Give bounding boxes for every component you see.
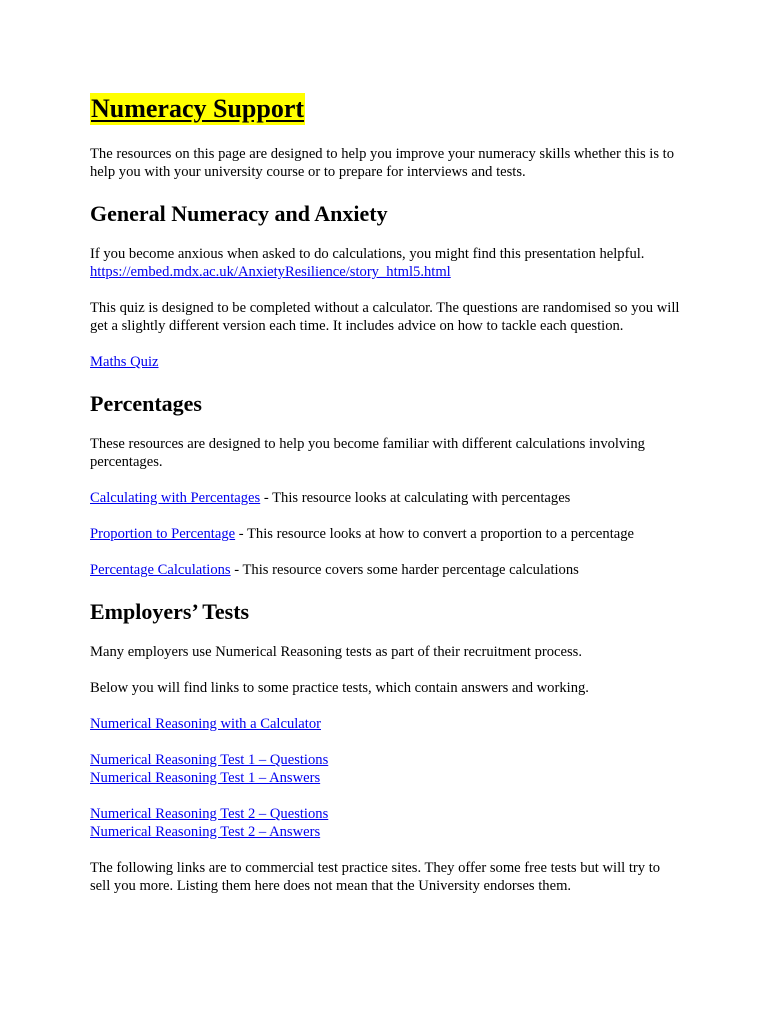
anxiety-text: If you become anxious when asked to do calculations, you might find this presentation helpful. [90, 246, 645, 262]
employers-text-1: Many employers use Numerical Reasoning tests as part of their recruitment process. [90, 644, 582, 660]
test-2-links [90, 805, 680, 841]
maths-quiz-link[interactable]: Maths Quiz [90, 354, 159, 370]
list-item [90, 525, 680, 543]
maths-quiz-paragraph [90, 353, 680, 371]
test-1-questions-link[interactable]: Numerical Reasoning Test 1 – Questions [90, 752, 329, 768]
heading-general-numeracy: General Numeracy and Anxiety [90, 201, 388, 226]
calculating-with-percentages-link[interactable]: Calculating with Percentages [90, 490, 261, 506]
list-item [90, 489, 680, 507]
numerical-reasoning-calculator-link[interactable]: Numerical Reasoning with a Calculator [90, 716, 321, 732]
employers-text-2: Below you will find links to some practice tests, which contain answers and working. [90, 680, 589, 696]
page-title: Numeracy Support [91, 94, 305, 123]
heading-employers-tests: Employers’ Tests [90, 599, 250, 624]
percentages-intro: These resources are designed to help you become familiar with different calculations involving percentages. [90, 436, 645, 470]
test-1-answers-link[interactable]: Numerical Reasoning Test 1 – Answers [90, 770, 321, 786]
quiz-paragraph: This quiz is designed to be completed without a calculator. The questions are randomised so you will get a slightly different version each time. It includes advice on how to tackle each question. [90, 300, 680, 334]
anxiety-resilience-link[interactable]: https://embed.mdx.ac.uk/AnxietyResilience/story_html5.html [90, 264, 451, 280]
calculator-link-paragraph [90, 715, 680, 733]
test-1-links [90, 751, 680, 787]
test-2-answers-link[interactable]: Numerical Reasoning Test 2 – Answers [90, 824, 321, 840]
percentage-calculations-description: - This resource covers some harder percentage calculations [230, 562, 579, 578]
list-item [90, 561, 680, 579]
heading-percentages: Percentages [90, 391, 202, 416]
proportion-to-percentage-description: - This resource looks at how to convert a proportion to a percentage [235, 526, 634, 542]
proportion-to-percentage-link[interactable]: Proportion to Percentage [90, 526, 236, 542]
percentage-calculations-link[interactable]: Percentage Calculations [90, 562, 231, 578]
anxiety-paragraph [90, 245, 680, 281]
test-2-questions-link[interactable]: Numerical Reasoning Test 2 – Questions [90, 806, 329, 822]
commercial-sites-paragraph: The following links are to commercial test practice sites. They offer some free tests but will try to sell you more. Listing them here does not mean that the University endorses them. [90, 860, 661, 894]
intro-paragraph: The resources on this page are designed to help you improve your numeracy skills whether this is to help you with your university course or to prepare for interviews and tests. [90, 146, 675, 180]
calculating-with-percentages-description: - This resource looks at calculating with percentages [260, 490, 571, 506]
